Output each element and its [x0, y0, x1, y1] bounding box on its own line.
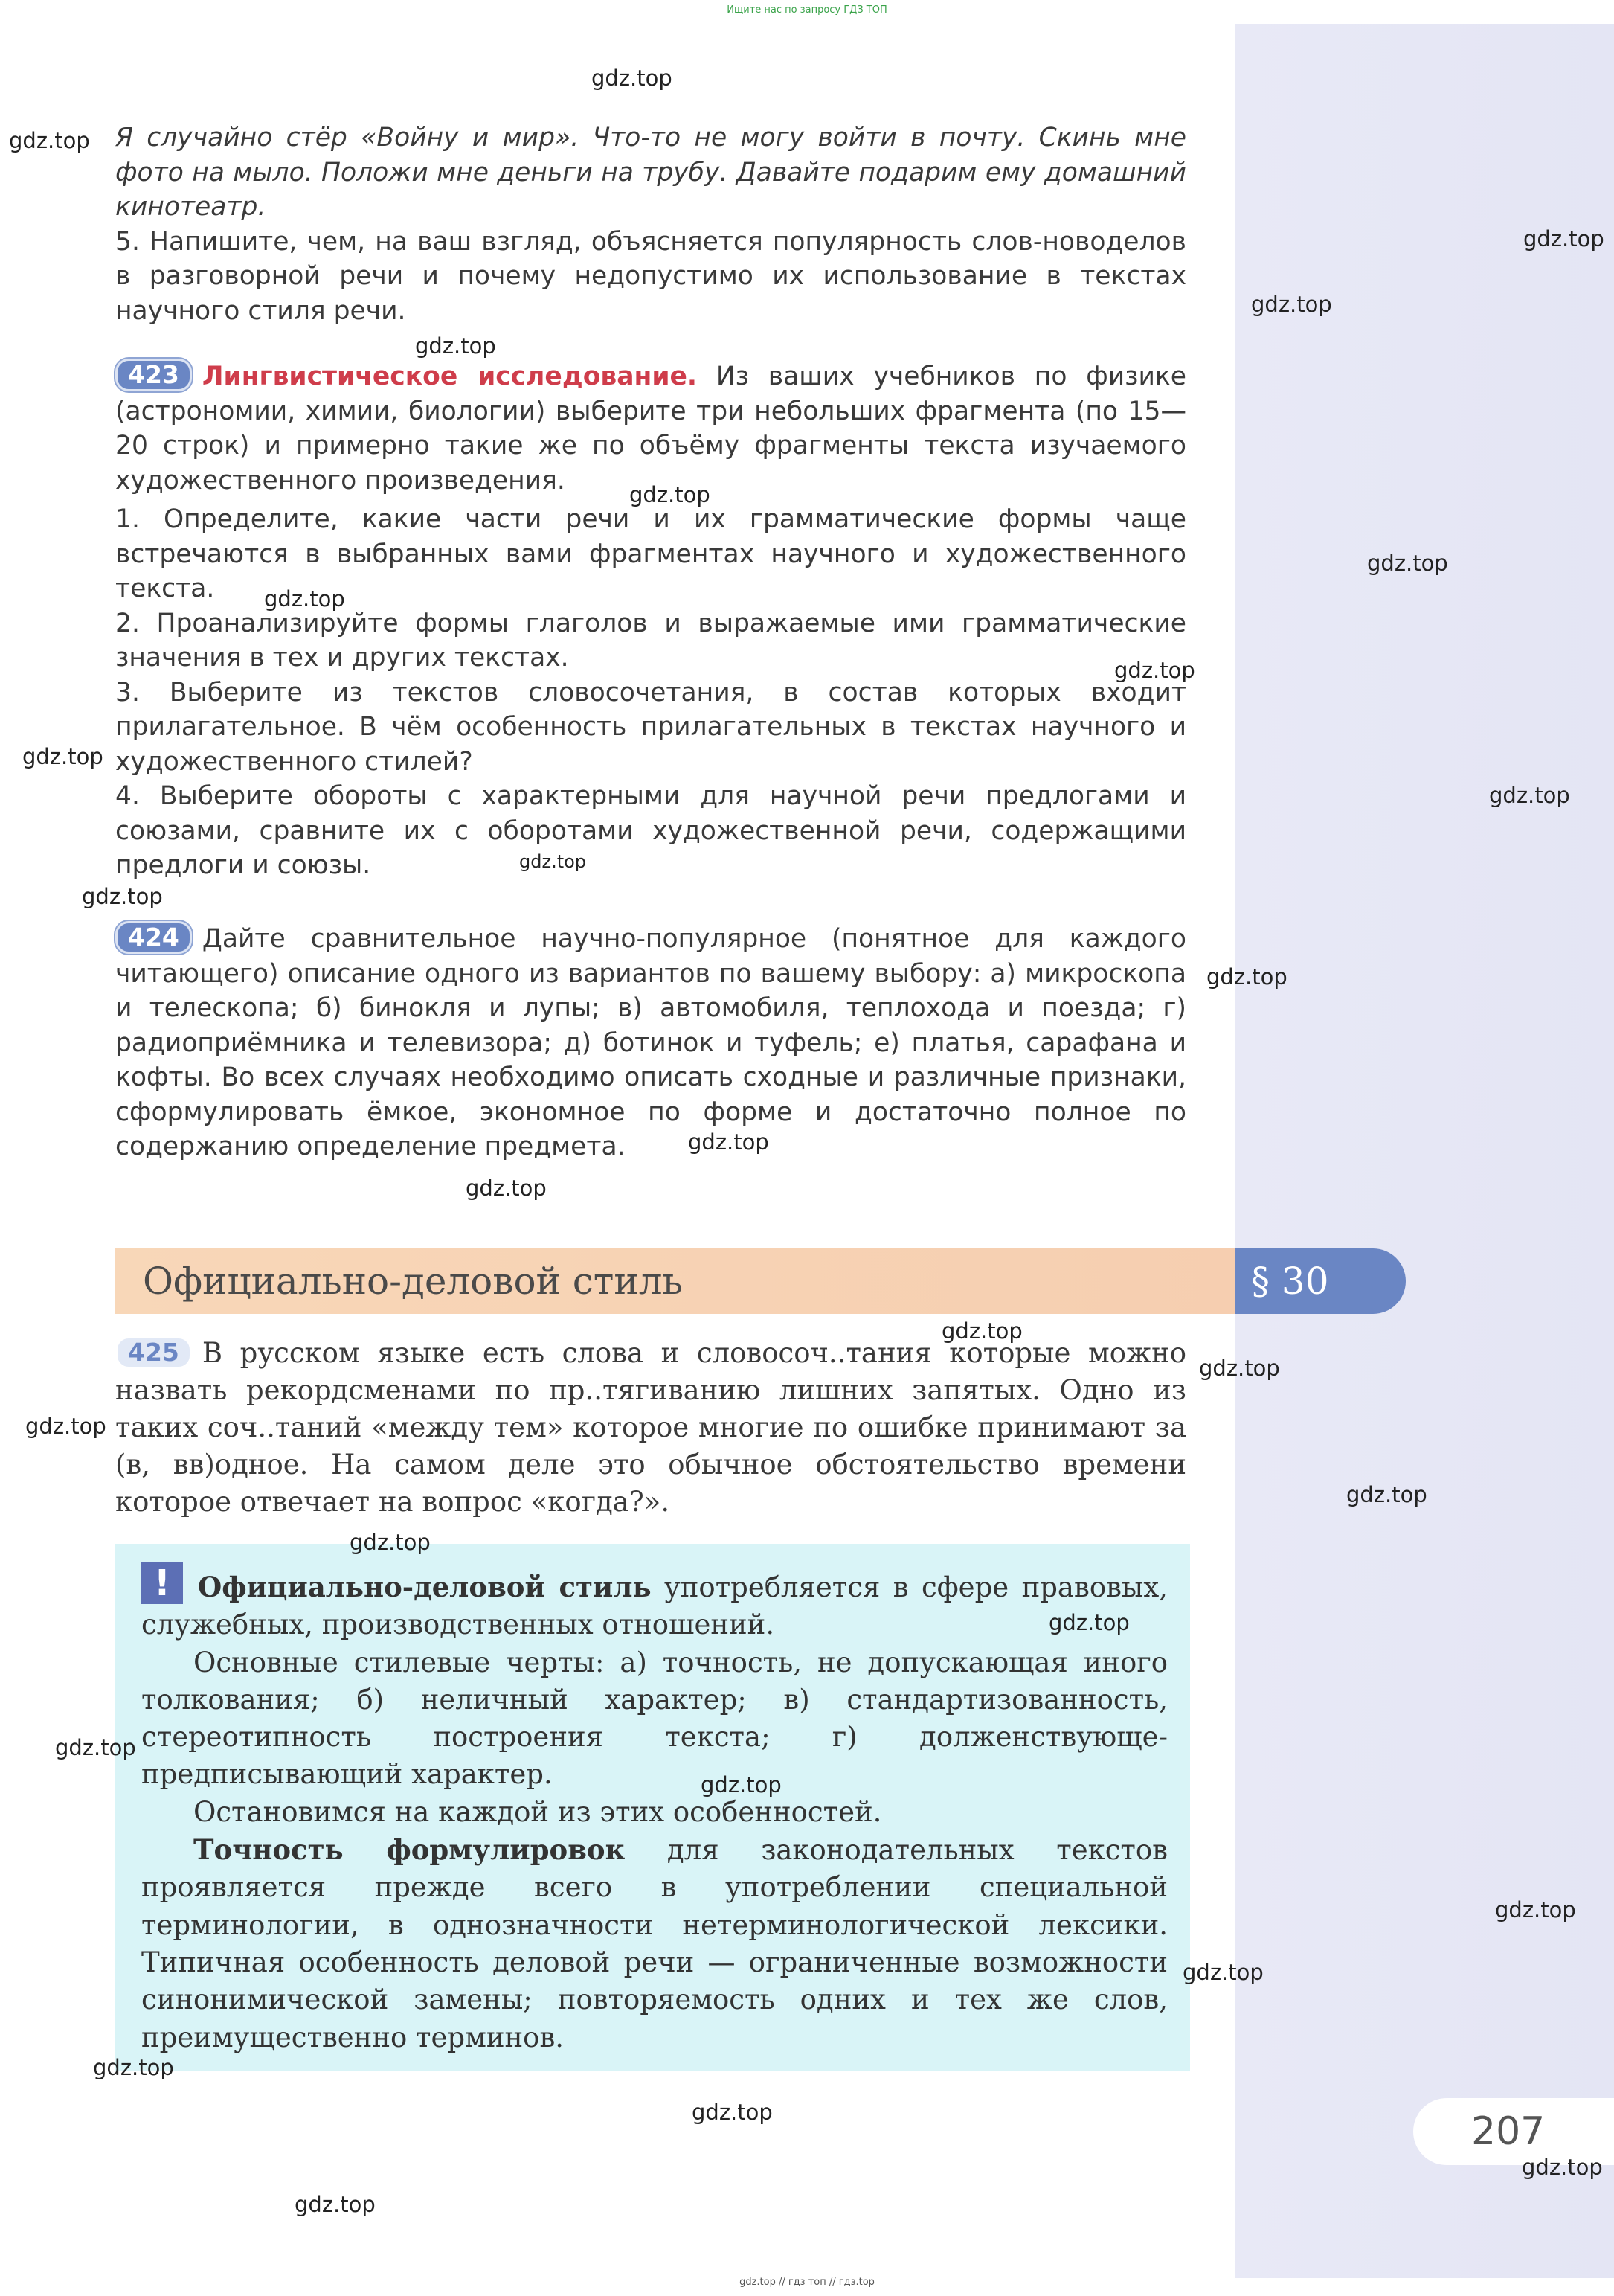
watermark-text: gdz.top	[692, 2100, 773, 2125]
intro-block	[115, 121, 1186, 328]
exercise-423-item-1: 1. Определите, какие части речи и их грамматические формы чаще встречаются в выбранных вами фрагментах научного и художественного текста.	[115, 504, 1186, 603]
theory-text-span: для законодательных текстов проявляется прежде всего в употреблении специальной терминологии, в однозначности нетерминологической лексики. Типичная особенность деловой речи — ограниченные возможности синонимической замены; повторяемость одних и тех же слов, преимущественно терминов.	[141, 1834, 1168, 2053]
page-margin-band	[1235, 24, 1614, 2278]
watermark-text: gdz.top	[466, 1176, 547, 1201]
watermark-text: gdz.top	[1522, 2155, 1603, 2180]
watermark-text: gdz.top	[1489, 783, 1570, 808]
theory-paragraph-3: Остановимся на каждой из этих особенностей.	[193, 1795, 882, 1828]
intro-italic-examples: Я случайно стёр «Войну и мир». Что-то не могу войти в почту. Скинь мне фото на мыло. Положи мне деньги на трубу. Давайте подарим ему домашний кинотеатр.	[115, 123, 1186, 222]
exercise-number-badge: 425	[115, 1336, 192, 1369]
theory-paragraph-2: Основные стилевые черты: а) точность, не допускающая иного толкования; б) неличный характер; в) стандартизованность, стереотипность построения текста; г) долженствующе-предписывающий характер.	[141, 1646, 1168, 1791]
watermark-text: gdz.top	[22, 744, 103, 769]
exercise-number-badge: 424	[115, 921, 192, 954]
watermark-text: gdz.top	[1495, 1897, 1576, 1923]
watermark-text: gdz.top	[1367, 551, 1448, 576]
watermark-text: gdz.top	[701, 1772, 782, 1798]
watermark-text: gdz.top	[519, 851, 587, 872]
exercise-text: Дайте сравнительное научно-популярное (понятное для каждого читающего) описание одного из вариантов по вашему выбору: а) микроскопа и телескопа; б) бинокля и лупы; в) автомобиля, теплохода и поезда; г) радиоприёмника и телевизора; д) ботинок и туфель; е) платья, сарафана и кофты. Во всех случаях необходимо описать сходные и различные признаки, сформулировать ёмкое, экономное по форме и достаточно полное по содержанию определение предмета.	[115, 924, 1186, 1161]
exercise-423-intro	[115, 359, 1186, 498]
watermark-text: gdz.top	[1183, 1960, 1264, 1985]
theory-term: Официально-деловой стиль	[198, 1571, 652, 1603]
exercise-424-text	[115, 921, 1186, 1164]
exercise-423-item-4: 4. Выберите обороты с характерными для научной речи предлогами и союзами, сравните их с оборотами художественной речи, содержащими предлоги и союзы.	[115, 781, 1186, 880]
exercise-425	[115, 1335, 1186, 1521]
watermark-text: gdz.top	[55, 1735, 136, 1760]
theory-paragraph-4	[141, 1831, 1168, 2056]
page-number: 207	[1471, 2109, 1546, 2154]
watermark-text: gdz.top	[264, 586, 345, 612]
bottom-banner: gdz.top // гдз топ // гдз.top	[739, 2277, 875, 2288]
watermark-text: gdz.top	[1206, 964, 1287, 990]
exercise-423-item-2: 2. Проанализируйте формы глаголов и выражаемые ими грамматические значения в тех и других текстах.	[115, 608, 1186, 673]
watermark-text: gdz.top	[415, 333, 496, 359]
watermark-text: gdz.top	[9, 128, 90, 153]
watermark-text: gdz.top	[1251, 292, 1332, 317]
exercise-text: Из ваших учебников по физике (астрономии, химии, биологии) выберите три небольших фрагмента (по 15—20 строк) и примерно такие же по объёму фрагменты текста изучаемого художественного произведения.	[115, 362, 1186, 496]
theory-paragraph-1	[141, 1568, 1168, 1644]
watermark-text: gdz.top	[1049, 1610, 1130, 1635]
exercise-423	[115, 359, 1186, 883]
exercise-heading: Лингвистическое исследование.	[202, 362, 698, 391]
watermark-text: gdz.top	[591, 65, 672, 91]
watermark-text: gdz.top	[629, 482, 710, 507]
section-number-badge: § 30	[1235, 1248, 1406, 1314]
watermark-text: gdz.top	[1346, 1482, 1427, 1507]
exercise-text: В русском языке есть слова и словосоч..тания которые можно назвать рекордсменами по пр..тягиванию лишних запятых. Одно из таких соч..таний «между тем» которое многие по ошибке принимают за (в, вв)одное. На самом деле это обычное обстоятельство времени которое отвечает на вопрос «когда?».	[115, 1337, 1186, 1518]
watermark-text: gdz.top	[82, 884, 163, 909]
watermark-text: gdz.top	[1199, 1356, 1280, 1381]
exercise-425-text	[115, 1335, 1186, 1521]
watermark-text: gdz.top	[1523, 226, 1604, 251]
section-title: Официально-деловой стиль	[143, 1260, 683, 1303]
watermark-text: gdz.top	[688, 1129, 769, 1155]
theory-text-span: употребляется в сфере правовых, служебных, производственных отношений.	[141, 1571, 1168, 1641]
watermark-text: gdz.top	[295, 2192, 376, 2217]
watermark-text: gdz.top	[25, 1414, 106, 1439]
exercise-424	[115, 921, 1186, 1164]
watermark-text: gdz.top	[1114, 658, 1195, 683]
theory-term: Точность формулировок	[193, 1833, 626, 1867]
theory-text	[141, 1568, 1168, 2056]
top-banner: Ищите нас по запросу ГДЗ ТОП	[727, 4, 887, 16]
exercise-number-badge: 423	[115, 359, 192, 391]
watermark-text: gdz.top	[942, 1318, 1023, 1344]
exercise-423-item-3: 3. Выберите из текстов словосочетания, в состав которых входит прилагательное. В чём особенность прилагательных в текстах научного и художественного стилей?	[115, 677, 1186, 777]
watermark-text: gdz.top	[350, 1530, 431, 1555]
watermark-text: gdz.top	[93, 2055, 174, 2080]
task-5: 5. Напишите, чем, на ваш взгляд, объясняется популярность слов-новоделов в разговорной речи и почему недопустимо их использование в текстах научного стиля речи.	[115, 226, 1186, 326]
exclamation-icon: !	[141, 1562, 183, 1604]
